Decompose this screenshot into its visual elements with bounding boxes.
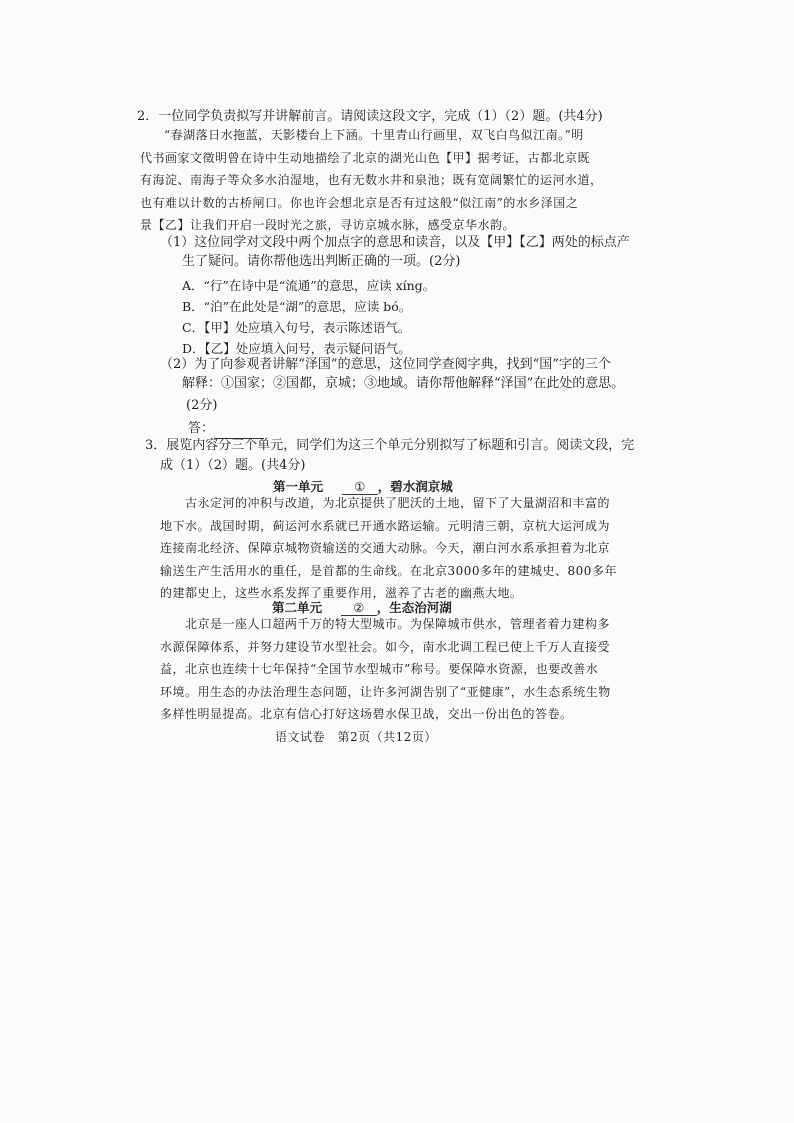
- unit2-label: 第二单元: [272, 600, 323, 615]
- unit1-passage-line: 地下水。战国时期，蓟运河水系就已开通水路运输。元明清三朝，京杭大运河成为: [160, 518, 611, 533]
- unit1-title-tail: ，碧水润京城: [377, 479, 453, 494]
- unit2-passage: [160, 613, 611, 726]
- q2-option-b: B．“泊”在此处是“湖”的意思，应读 bó。: [182, 299, 412, 314]
- q2-sub1-stem-line1: （1）这位同学对文段中两个加点字的意思和读音，以及【甲】【乙】两处的标点产: [160, 235, 630, 250]
- q2-option-a: A．“行”在诗中是“流通”的意思，应读 xíng。: [182, 278, 436, 293]
- unit2-passage-line: 水源保障体系，并努力建设节水型社会。如今，南水北调工程已使上千万人直接受: [160, 639, 611, 654]
- unit1-passage-line: 输送生产生活用水的重任，是首都的生命线。在北京3000多年的建城史、800多年: [160, 563, 617, 578]
- unit1-passage-line: 的建都史上，这些水系发挥了重要作用，滋养了古老的幽燕大地。: [160, 586, 523, 600]
- unit1-passage: [160, 492, 617, 605]
- unit2-passage-line: 北京是一座人口超两千万的特大型城市。为保障城市供水，管理者着力建构多: [185, 617, 611, 631]
- q2-passage-line: 景【乙】让我们开启一段时光之旅，寻访京城水脉，感受京华水韵。: [140, 218, 516, 232]
- q3-stem-line1: 3．展览内容分三个单元，同学们为这三个单元分别拟写了标题和引言。阅读文段，完: [145, 438, 635, 453]
- q3-stem-line2: 成（1）（2）题。(共4分): [160, 458, 306, 473]
- q2-passage-line: 有海淀、南海子等众多水泊湿地，也有无数水井和泉池；既有宽阔繁忙的运河水道，: [140, 173, 603, 187]
- unit2-passage-line: 多样性明显提高。北京有信心打好这场碧水保卫战，交出一份出色的答卷。: [160, 707, 573, 721]
- q2-sub2-line3: (2分): [186, 398, 218, 413]
- unit1-label: 第一单元: [273, 479, 324, 494]
- page-footer: 语文试卷 第2页（共12页）: [275, 730, 437, 744]
- unit1-blank[interactable]: ①: [342, 479, 378, 495]
- unit2-passage-line: 益，北京也连续十七年保持“全国节水型城市”称号。要保障水资源，也要改善水: [160, 662, 599, 676]
- q2-sub1-stem-line2: 生了疑问。请你帮他选出判断正确的一项。(2分): [182, 254, 461, 269]
- unit1-passage-line: 连接南北经济、保障京城物资输送的交通大动脉。今天，潮白河水系承担着为北京: [160, 541, 611, 555]
- q2-passage: [140, 124, 603, 237]
- unit1-passage-line: 古永定河的冲积与改道，为北京提供了肥沃的土地，留下了大量湖沼和丰富的: [185, 496, 611, 510]
- unit2-passage-line: 环境。用生态的办法治理生态问题，让许多河湖告别了“亚健康”，水生态系统生物: [160, 684, 611, 699]
- q2-sub2-line1: （2）为了向参观者讲解“泽国”的意思，这位同学查阅字典，找到“国”字的三个: [160, 357, 611, 372]
- q2-sub2-line2: 解释：①国家；②国都，京城；③地域。请你帮他解释“泽国”在此处的意思。: [182, 376, 625, 391]
- unit2-title-tail: ，生态治河湖: [376, 600, 452, 615]
- answer-label: 答：: [188, 421, 215, 436]
- q2-option-c: C．【甲】处应填入句号，表示陈述语气。: [182, 320, 411, 335]
- q2-passage-line: 代书画家文徵明曾在诗中生动地描绘了北京的湖光山色【甲】据考证，古都北京既: [140, 150, 591, 165]
- unit2-blank[interactable]: ②: [341, 600, 377, 616]
- q2-passage-line: 也有难以计数的古桥闸口。你也许会想北京是否有过这般“似江南”的水乡泽国之: [140, 195, 579, 210]
- q2-stem: 2．一位同学负责拟写并讲解前言。请阅读这段文字，完成（1）（2）题。(共4分): [137, 109, 603, 124]
- q2-passage-line: “春湖落日水拖蓝，天影楼台上下涵。十里青山行画里，双飞白鸟似江南。”明: [164, 128, 584, 142]
- q2-option-d: D．【乙】处应填入问号，表示疑问语气。: [182, 341, 411, 356]
